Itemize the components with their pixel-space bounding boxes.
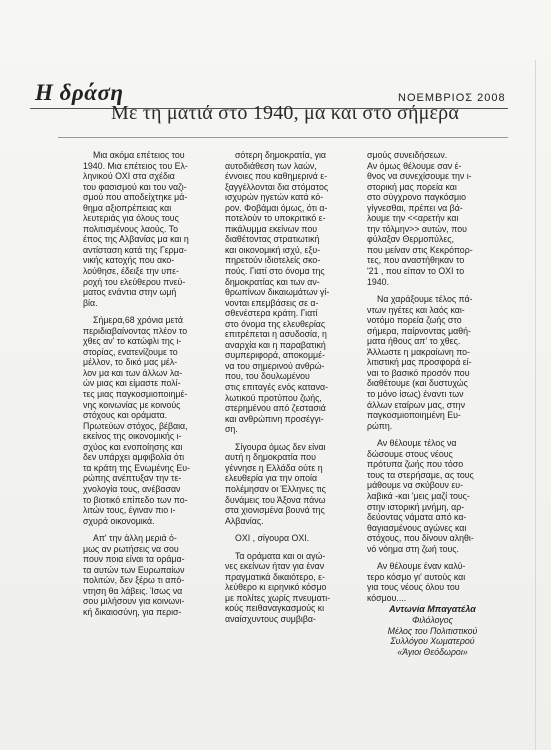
- paragraph: Μια ακόμα επέτειος του 1940. Μια επέτειος του Ελ- ληνικού ΟΧΙ στα σχέδια του φασισμού και του ναζι- σμού που αποδείχτηκε μά- θημα αξιοπρέπειας και λευτεριάς για όλους τους πολιτισμένους λαούς. Το έπος της Αλβανίας μα και η αντίσταση κατά της Γερμα- νικής κατοχής που ακο- λούθησε, έδειξε την υπε- ροχή του ελεύθερου πνεύ- ματος ενάντια στην ωμή βία.: [83, 150, 189, 308]
- author-name: Αντωνία Μπαγατέλα: [389, 604, 476, 615]
- paragraph: Σίγουρα όμως δεν είναι αυτή η δημοκρατία που γέννησε η Ελλάδα ούτε η ελευθερία για την οποία πολέμησαν οι Έλληνες τις δυνάμεις του Άξονα πάνω στα χιονισμένα βουνά της Αλβανίας.: [225, 441, 326, 526]
- article-headline: Με τη ματιά στο 1940, μα και στο σήμερα: [111, 102, 459, 124]
- author-signature: [367, 604, 498, 657]
- paragraph: Απ' την άλλη μεριά ό- μως αν ρωτήσεις να σου πουν ποια είναι τα οράμα- τα αυτών των Ευρωπαίων πολιτών, δεν ξέρω τι από- ντηση θα λάβεις. Ίσως να σου μιλήσουν για κοινωνι- κή δικαιοσύνη, για περισ-: [83, 533, 185, 617]
- author-affiliation: «Άγιοι Θεόδωροι»: [397, 646, 468, 657]
- paragraph: σμούς συνειδήσεων. Αν όμως θέλουμε σαν έ- θνος να συνεχίσουμε την ι- στορική μας πορεία και στο σύγχρονο παγκόσμιο γίγνεσθαι, πρέπει να βά- λουμε την <<αρετήν και την τόλμην>> αυτών, που φύλαξαν Θερμοπύλες, που μείναν στις Κεκρόπορ- τες, που αναστήθηκαν το '21 , που είπαν το ΟΧΙ το 1940.: [367, 150, 473, 287]
- author-affiliation: Συλλόγου Χωματερού: [390, 636, 475, 647]
- paragraph: Τα οράματα και οι αγώ- νες εκείνων ήταν για έναν πραγματικά δικαιότερο, ε- λεύθερο κι ειρηνικό κόσμο με πολίτες χωρίς πνευματι- κούς πειθαναγκασμούς κι αναίσχυντους συμβιβα-: [225, 550, 331, 624]
- scan-crease: [535, 60, 536, 750]
- paragraph: ΟΧΙ , σίγουρα ΟΧΙ.: [235, 533, 310, 544]
- headline-rule: [58, 137, 508, 138]
- paragraph: Αν θέλουμε τέλος να δώσουμε στους νέους πρότυπα ζωής που τόσο τους τα στερήσαμε, ας τους μάθουμε να σκύβουν ευ- λαβικά -και 'μεις μαζί τους- στην ιστορική μνήμη, αρ- δεύοντας νάματα από κα- θαγιασμένους αγώνες και στόχους, που δίνουν αληθι- νό νόημα στη ζωή τους.: [367, 438, 474, 554]
- author-affiliation: Μέλος του Πολιτιστικού: [387, 625, 478, 636]
- article-column-2: [225, 150, 356, 625]
- section-title: Η δράση: [35, 80, 124, 105]
- paragraph: Σήμερα,68 χρόνια μετά περιδιαβαίνοντας πλέον το χθες αν' το κατώφλι της ι- στορίας, ενατενίζουμε το μέλλον, το δικό μας μέλ- λον μα και των άλλων λα- ών μιας και είμαστε πολί- τες μιας παγκοσμιοποιημέ- νης κοινωνίας με κοινούς στόχους και οράματα. Πρωτεύων στόχος, βέβαια, εκείνος της οικονομικής ι- σχύος και ενοποίησης και δεν υπάρχει αμφιβολία ότι τα κράτη της Ενωμένης Ευ- ρώπης ανέπτυξαν την τε- χνολογία τους, ανέβασαν το βιοτικό επίπεδο των πο- λιτών τους, έγιναν πιο ι- σχυρά οικονομικά.: [83, 315, 190, 526]
- author-role: Φιλόλογος: [412, 614, 453, 625]
- issue-date: ΝΟΕΜΒΡΙΟΣ 2008: [398, 92, 506, 104]
- paragraph: Να χαράξουμε τέλος πά- ντων ηγέτες και λαός και- νοτόμο πορεία ζωής στο σήμερα, παίρνοντας μαθή- ματα ήθους απ' το χθες. Άλλωστε η μακραίωνη πο- λιτιστική μας προσφορά εί- ναι το βασικό προσόν που διαθέτουμε (και δυστυχώς το μόνο ίσως) έναντι των άλλων εταίρων μας, στην παγκοσμιοποιημένη Ευ- ρώπη.: [367, 294, 473, 431]
- paragraph: Αν θέλουμε έναν καλύ- τερο κόσμο γι' αυτούς και για τους νέους όλου του κόσμου....: [367, 561, 466, 603]
- article-column-3: [367, 150, 498, 657]
- article-column-1: [83, 150, 214, 618]
- paragraph: σότερη δημοκρατία, για αυτοδιάθεση των λαών, έννοιες που καθημερινά ε- ξαγγέλλονται δια στόματος ισχυρών ηγετών κατά κό- ρον. Φοβάμαι όμως, ότι α- ποτελούν το υποκριτικό ε- πικάλυμμα εκείνων που διαθέτοντας στρατιωτική και οικονομική ισχύ, εξυ- πηρετούν ιδιοτελείς σκο- πούς. Γιατί στο όνομα της δημοκρατίας και των αν- θρωπίνων δικαιωμάτων γί- νονται επεμβάσεις σε α- σθενέστερα κράτη. Γιατί στο όνομα της ελευθερίας επιτρέπεται η ασυδοσία, η αναρχία και η παραβατική συμπεριφορά, αποκομμέ- να του σημερινού ανθρώ- που, του δουλωμένου στις επιταγές ενός κατανα- λωτικού προτύπου ζωής, στερημένου από ζεστασιά και ανθρώπινη προσέγγι- ση.: [225, 150, 330, 435]
